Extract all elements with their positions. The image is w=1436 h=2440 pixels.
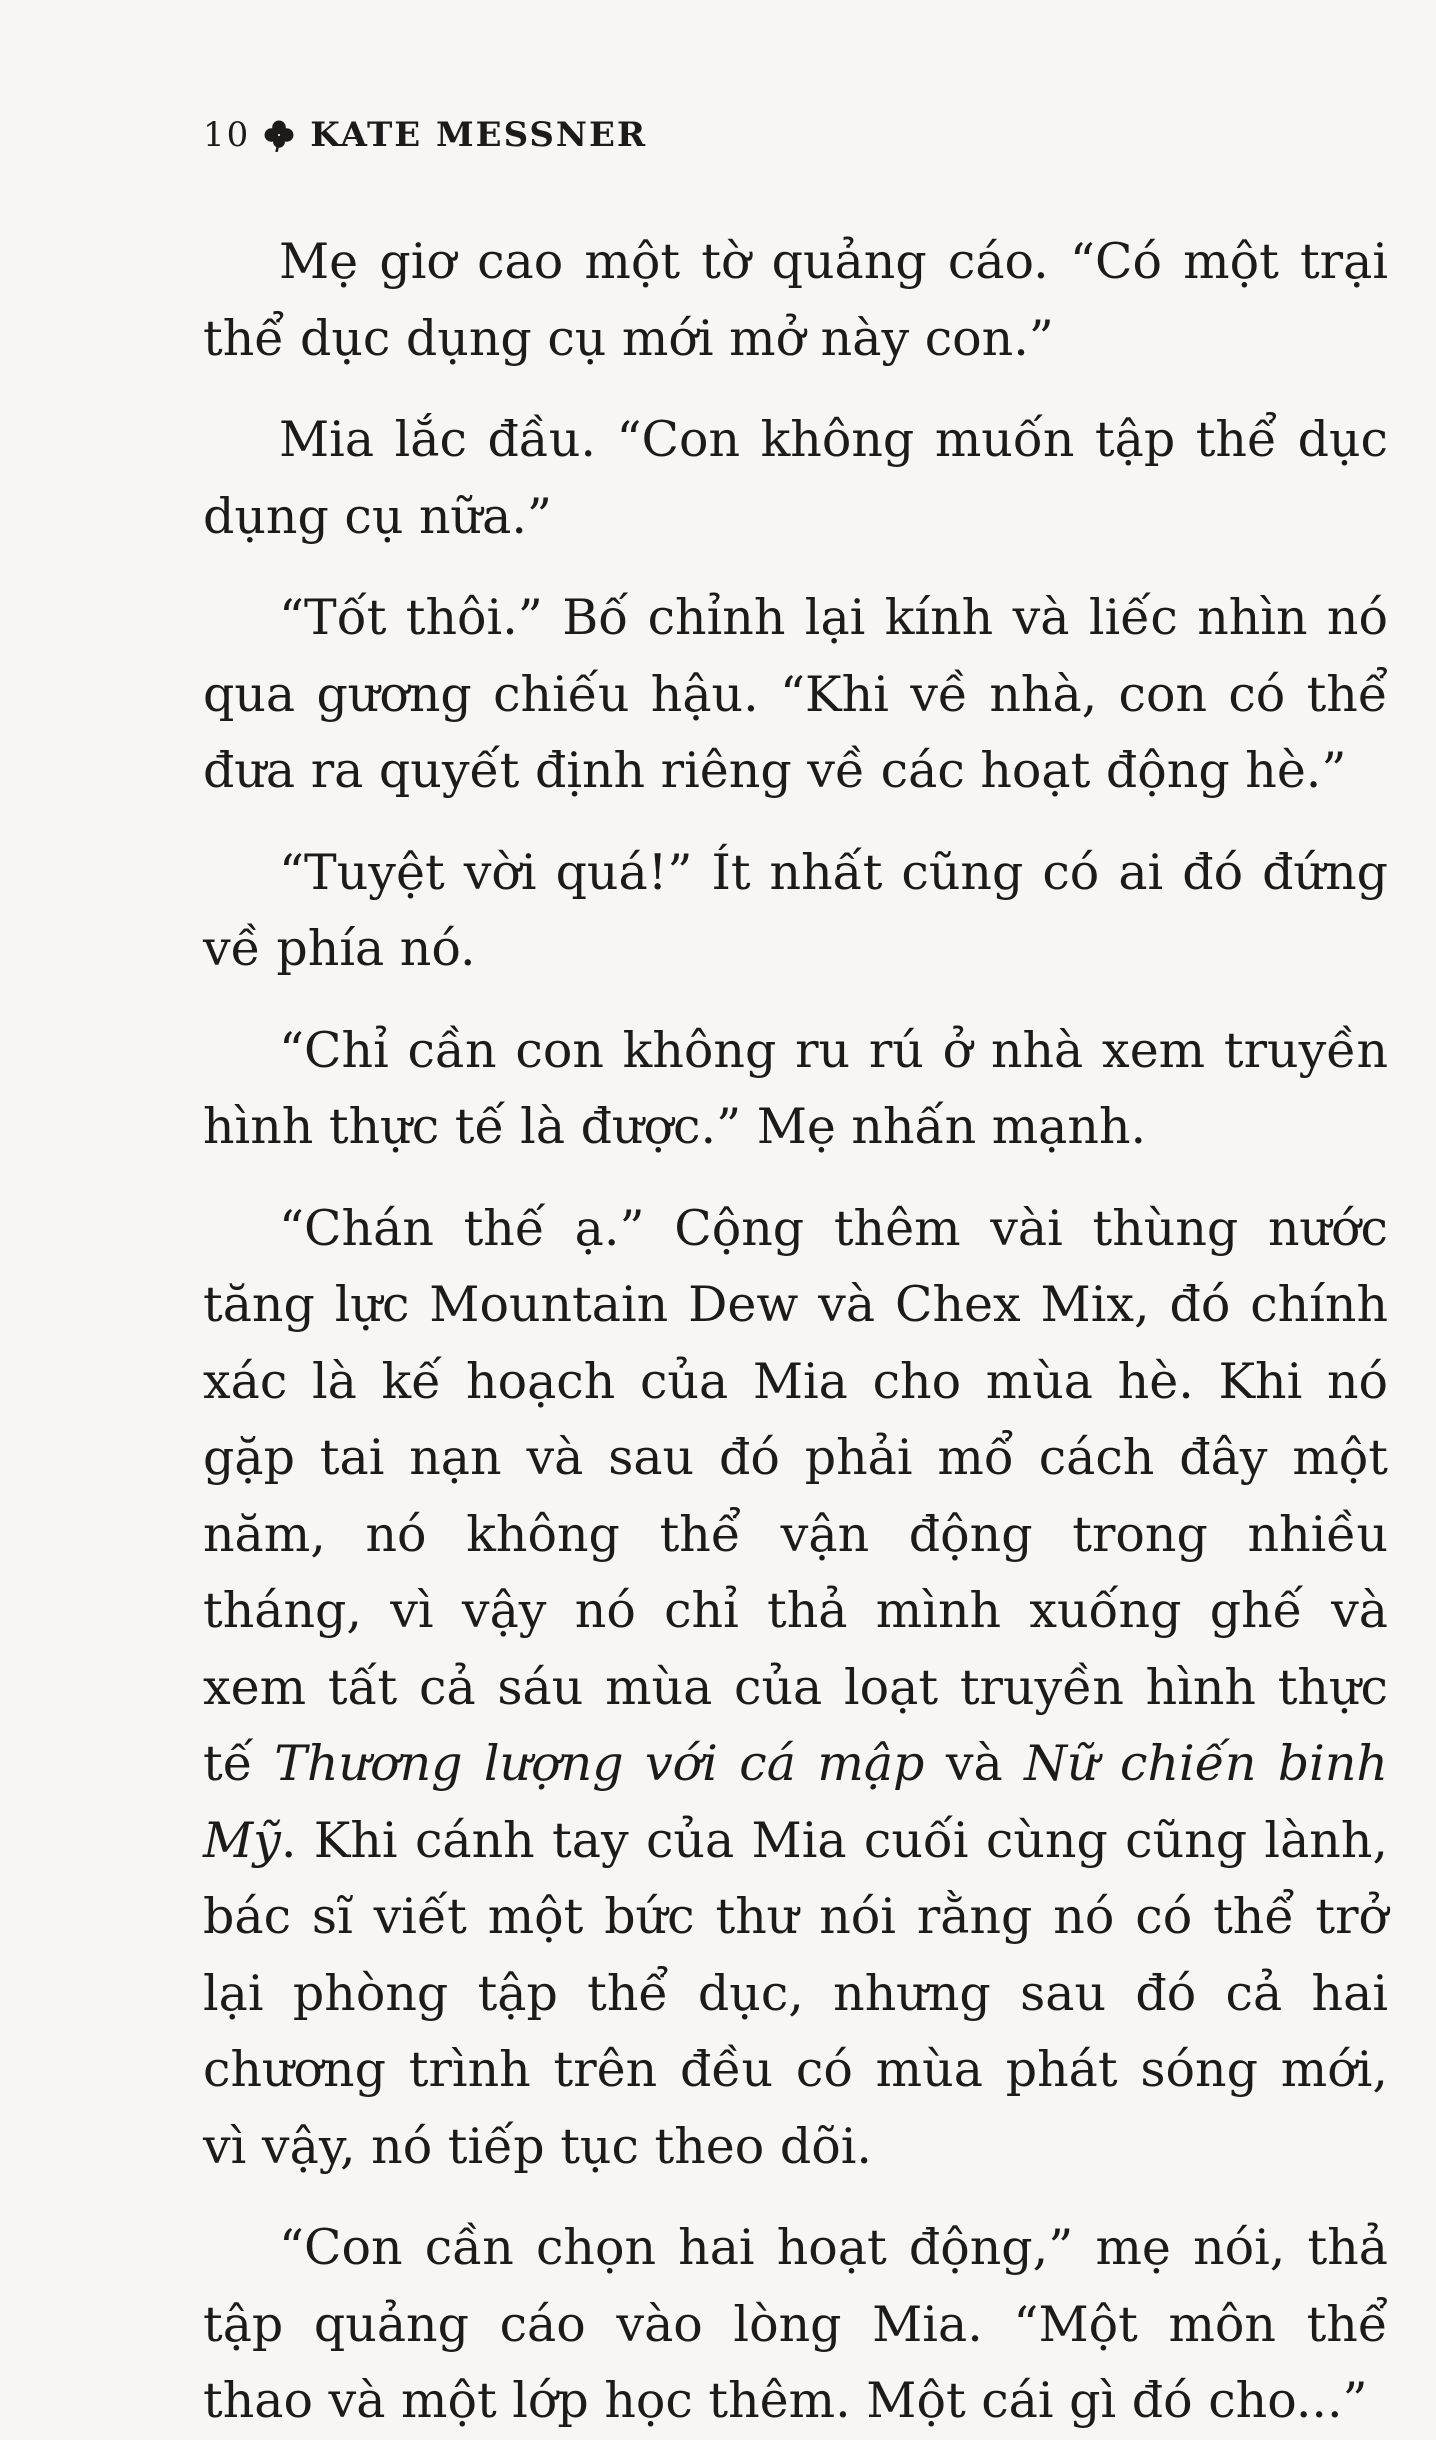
paragraph-1: Mẹ giơ cao một tờ quảng cáo. “Có một trại thể dục dụng cụ mới mở này con.” bbox=[203, 233, 1388, 367]
paragraph-3: “Tốt thôi.” Bố chỉnh lại kính và liếc nhìn nó qua gương chiếu hậu. “Khi về nhà, con có thể đưa ra quyết định riêng về các hoạt động hè.” bbox=[203, 589, 1388, 799]
paragraph-7: “Con cần chọn hai hoạt động,” mẹ nói, thả tập quảng cáo vào lòng Mia. “Một môn thể thao và một lớp học thêm. Một cái gì đó cho...” bbox=[203, 2219, 1388, 2429]
page-number: 10 bbox=[203, 115, 251, 155]
paragraph-5: “Chỉ cần con không ru rú ở nhà xem truyền hình thực tế là được.” Mẹ nhấn mạnh. bbox=[203, 1021, 1388, 1155]
paragraph-6 bbox=[203, 1191, 1388, 2186]
author-name: KATE MESSNER bbox=[310, 115, 648, 155]
paragraph-6-text-2: và bbox=[924, 1735, 1025, 1792]
show-title-shark-tank: Thương lượng với cá mập bbox=[274, 1735, 925, 1792]
body-text bbox=[203, 224, 1388, 2440]
paragraph-2: Mia lắc đầu. “Con không muốn tập thể dục dụng cụ nữa.” bbox=[203, 411, 1388, 545]
clover-icon bbox=[262, 118, 296, 152]
running-head bbox=[203, 110, 1388, 160]
paragraph-6-text-3: . Khi cánh tay của Mia cuối cùng cũng lành, bác sĩ viết một bức thư nói rằng nó có thể trở lại phòng tập thể dục, nhưng sau đó cả hai chương trình trên đều có mùa phát sóng mới, vì vậy, nó tiếp tục theo dõi. bbox=[203, 1811, 1388, 2175]
paragraph-6-text-1: “Chán thế ạ.” Cộng thêm vài thùng nước tăng lực Mountain Dew và Chex Mix, đó chính xác là kế hoạch của Mia cho mùa hè. Khi nó gặp tai nạn và sau đó phải mổ cách đây một năm, nó không thể vận động trong nhiều tháng, vì vậy nó chỉ thả mình xuống ghế và xem tất cả sáu mùa của loạt truyền hình thực tế bbox=[203, 1199, 1388, 1792]
show-title-american-ninja-warrior: Nữ chiến binh Mỹ bbox=[203, 1735, 1388, 1869]
paragraph-4: “Tuyệt vời quá!” Ít nhất cũng có ai đó đứng về phía nó. bbox=[203, 843, 1388, 977]
